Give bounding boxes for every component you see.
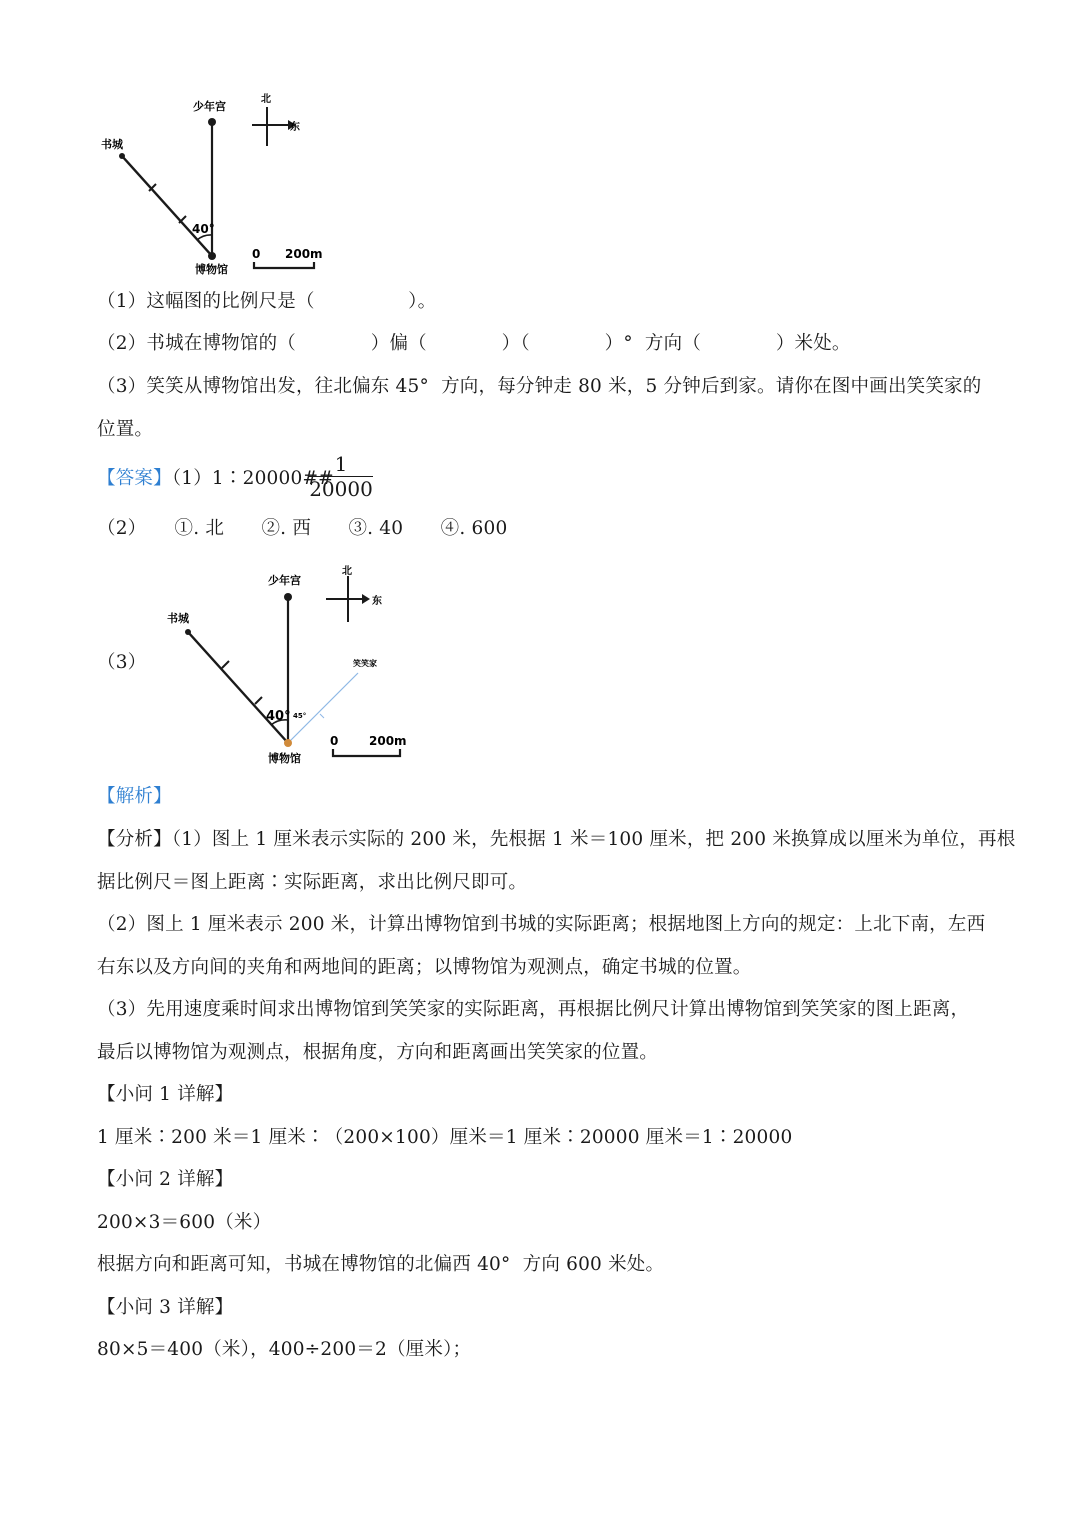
- museum-label: 博物馆: [195, 263, 228, 276]
- north-label: 北: [342, 566, 352, 577]
- analysis-tag: 【解析】: [97, 786, 172, 807]
- fraction-denominator: 20000: [309, 477, 373, 501]
- fraction-numerator: 1: [334, 452, 348, 476]
- north-label: 北: [261, 94, 271, 105]
- answer-3-label: （3）: [97, 652, 147, 673]
- museum-to-bookstore-line: [122, 156, 212, 256]
- tick-mark: [222, 661, 229, 668]
- question-2: （2）书城在博物馆的（ ）偏（ ）（ ）° 方向（ ）米处。: [97, 333, 851, 354]
- east-label: 东: [372, 596, 382, 607]
- bookstore-point: [185, 629, 191, 635]
- subquestion-1-text: 1 厘米∶200 米＝1 厘米∶（200×100）厘米＝1 厘米∶20000 厘米＝1∶20000: [97, 1127, 793, 1148]
- museum-point: [284, 739, 292, 747]
- question-1: （1）这幅图的比例尺是（ ）。: [97, 291, 437, 312]
- answer-1: [97, 467, 334, 491]
- answer-1-fraction: [309, 452, 373, 501]
- east-label: 东: [290, 122, 300, 133]
- scale-zero: 0: [330, 734, 339, 748]
- analysis-3-line-2: 最后以博物馆为观测点，根据角度，方向和距离画出笑笑家的位置。: [97, 1042, 659, 1063]
- bookstore-label: 书城: [101, 138, 123, 151]
- scale-distance: 200m: [285, 247, 323, 261]
- scale-bar: [254, 262, 314, 268]
- analysis-2-line-2: 右东以及方向间的夹角和两地间的距离；以博物馆为观测点，确定书城的位置。: [97, 957, 752, 978]
- figure-1-map: [95, 88, 335, 278]
- angle-label: 40°: [266, 709, 291, 724]
- museum-label: 博物馆: [268, 752, 301, 765]
- analysis-3-line-1: （3）先用速度乘时间求出博物馆到笑笑家的实际距离，再根据比例尺计算出博物馆到笑笑家的图上距离，: [97, 999, 970, 1020]
- youth-palace-point: [208, 118, 216, 126]
- museum-to-home-line: [288, 673, 358, 743]
- scale-distance: 200m: [369, 734, 407, 748]
- scale-bar: [333, 749, 400, 756]
- answer-1-prefix: （1）1∶20000##: [171, 468, 334, 489]
- tick-mark: [320, 714, 324, 718]
- youth-palace-label: 少年宫: [193, 100, 226, 113]
- home-label: 笑笑家: [353, 659, 377, 668]
- analysis-1-line-2: 据比例尺＝图上距离∶实际距离，求出比例尺即可。: [97, 872, 528, 893]
- compass-arrow-icon: [362, 594, 370, 604]
- subquestion-2-text-2: 根据方向和距离可知，书城在博物馆的北偏西 40° 方向 600 米处。: [97, 1254, 665, 1275]
- subquestion-1-title: 【小问 1 详解】: [97, 1084, 234, 1105]
- scale-zero: 0: [252, 247, 261, 261]
- bookstore-point: [119, 153, 125, 159]
- subquestion-3-text: 80×5＝400（米），400÷200＝2（厘米）；: [97, 1339, 472, 1360]
- analysis-2-line-1: （2）图上 1 厘米表示 200 米，计算出博物馆到书城的实际距离；根据地图上方向的规定：上北下南，左西: [97, 914, 986, 935]
- answer-tag: 【答案】: [97, 468, 172, 489]
- question-3-line-2: 位置。: [97, 419, 154, 440]
- figure-2-map: [160, 562, 420, 774]
- youth-palace-point: [284, 593, 292, 601]
- youth-palace-label: 少年宫: [268, 574, 301, 587]
- tick-mark: [255, 697, 262, 704]
- answer-2: （2） ①. 北 ②. 西 ③. 40 ④. 600: [97, 518, 508, 539]
- museum-point: [208, 252, 216, 260]
- angle-45-label: 45°: [293, 712, 307, 720]
- museum-to-bookstore-line: [188, 632, 288, 743]
- analysis-1-line-1: 【分析】（1）图上 1 厘米表示实际的 200 米，先根据 1 米＝100 厘米，把 200 米换算成以厘米为单位，再根: [97, 829, 1016, 850]
- bookstore-label: 书城: [167, 612, 189, 625]
- subquestion-3-title: 【小问 3 详解】: [97, 1297, 234, 1318]
- question-3-line-1: （3）笑笑从博物馆出发，往北偏东 45° 方向，每分钟走 80 米，5 分钟后到家。请你在图中画出笑笑家的: [97, 376, 982, 397]
- angle-label: 40°: [192, 222, 215, 236]
- subquestion-2-title: 【小问 2 详解】: [97, 1169, 234, 1190]
- subquestion-2-text-1: 200×3＝600（米）: [97, 1212, 272, 1233]
